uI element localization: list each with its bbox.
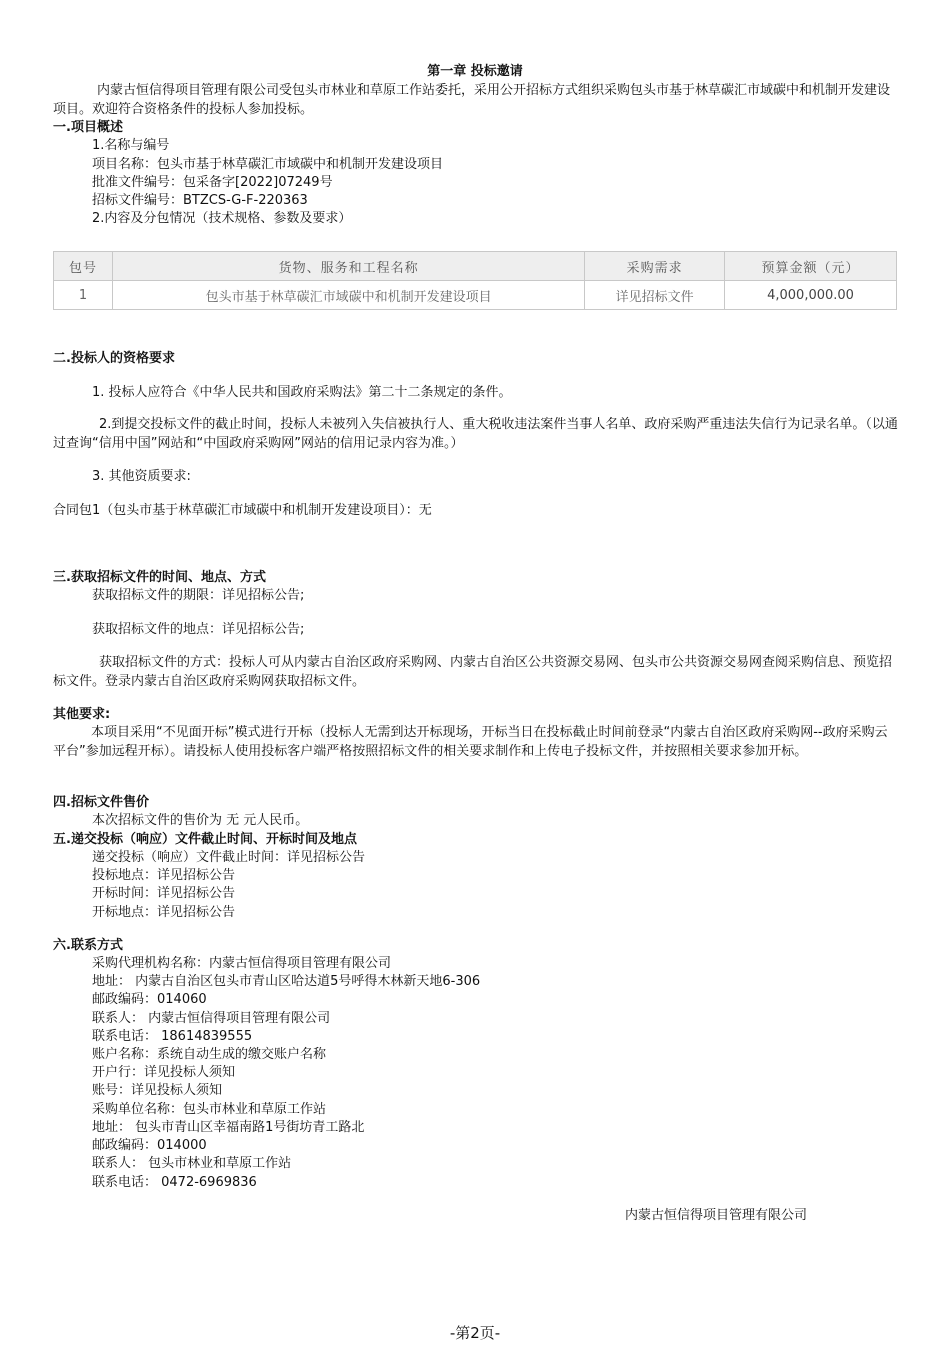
submission-deadline: 递交投标（响应）文件截止时间：详见招标公告 xyxy=(92,850,366,865)
opening-place: 开标地点：详见招标公告 xyxy=(92,905,236,920)
contact-line: 联系人： 包头市林业和草原工作站 xyxy=(92,1156,292,1171)
contact-line: 采购代理机构名称：内蒙古恒信得项目管理有限公司 xyxy=(92,956,392,971)
contact-line: 账号：详见投标人须知 xyxy=(92,1083,223,1098)
table-header-cell: 预算金额（元） xyxy=(725,252,897,281)
contract-package: 合同包1（包头市基于林草碳汇市域碳中和机制开发建设项目）：无 xyxy=(53,503,432,518)
contact-line: 开户行：详见投标人须知 xyxy=(92,1065,236,1080)
section3-heading: 三.获取招标文件的时间、地点、方式 xyxy=(53,570,266,585)
page-number: -第2页- xyxy=(449,1324,501,1342)
contact-line: 地址： 内蒙古自治区包头市青山区哈达道5号呼得木林新天地6-306 xyxy=(92,974,481,989)
bid-place: 投标地点：详见招标公告 xyxy=(92,868,236,883)
other-requirements-text: 本项目采用“不见面开标”模式进行开标（投标人无需到达开标现场，开标当日在投标截止时间前登录“内蒙古自治区政府采购网--政府采购云平台”参加远程开标）。请投标人使用投标客户端严格按照招标文件的相关要求制作和上传电子投标文件，并按照相关要求参加开标。 xyxy=(53,725,888,759)
table-header-cell: 包号 xyxy=(54,252,113,281)
project-name: 项目名称：包头市基于林草碳汇市域碳中和机制开发建设项目 xyxy=(92,157,444,172)
contact-line: 账户名称：系统自动生成的缴交账户名称 xyxy=(92,1047,327,1062)
chapter-title: 第一章 投标邀请 xyxy=(427,64,523,79)
contact-line: 邮政编码：014000 xyxy=(92,1138,207,1153)
intro-paragraph: 内蒙古恒信得项目管理有限公司受包头市林业和草原工作站委托，采用公开招标方式组织采购包头市基于林草碳汇市域碳中和机制开发建设项目。欢迎符合资格条件的投标人参加投标。 xyxy=(53,83,891,117)
contact-line: 邮政编码：014060 xyxy=(92,992,207,1007)
table-cell-package-no: 1 xyxy=(54,281,113,310)
qualification-item-2: 2.到提交投标文件的截止时间，投标人未被列入失信被执行人、重大税收违法案件当事人名单、政府采购严重违法失信行为记录名单。（以通过查询“信用中国”网站和“中国政府采购网”网站的信用记录内容为准。） xyxy=(53,417,898,451)
table-cell-requirement: 详见招标文件 xyxy=(585,281,725,310)
section1-sub1: 1.名称与编号 xyxy=(92,138,170,153)
table-cell-budget: 4,000,000.00 xyxy=(725,281,897,310)
bid-document-number: 招标文件编号：BTZCS-G-F-220363 xyxy=(92,193,308,208)
contact-line: 采购单位名称：包头市林业和草原工作站 xyxy=(92,1102,327,1117)
table-header-row xyxy=(54,252,897,281)
package-table xyxy=(53,251,897,310)
document-price: 本次招标文件的售价为 无 元人民币。 xyxy=(92,813,309,828)
table-header-cell: 货物、服务和工程名称 xyxy=(112,252,584,281)
table-header-cell: 采购需求 xyxy=(585,252,725,281)
contact-line: 联系电话： 18614839555 xyxy=(92,1029,253,1044)
contact-line: 联系电话： 0472-6969836 xyxy=(92,1175,257,1190)
table-row xyxy=(54,281,897,310)
section1-heading: 一.项目概述 xyxy=(53,120,123,135)
approval-number: 批准文件编号：包采备字[2022]07249号 xyxy=(92,175,333,190)
section1-sub2: 2.内容及分包情况（技术规格、参数及要求） xyxy=(92,211,352,226)
signature: 内蒙古恒信得项目管理有限公司 xyxy=(625,1208,808,1223)
obtain-period: 获取招标文件的期限：详见招标公告; xyxy=(92,588,305,603)
contact-line: 地址： 包头市青山区幸福南路1号街坊青工路北 xyxy=(92,1120,365,1135)
table-cell-name: 包头市基于林草碳汇市域碳中和机制开发建设项目 xyxy=(112,281,584,310)
section5-heading: 五.递交投标（响应）文件截止时间、开标时间及地点 xyxy=(53,832,357,847)
obtain-method: 获取招标文件的方式：投标人可从内蒙古自治区政府采购网、内蒙古自治区公共资源交易网、包头市公共资源交易网查阅采购信息、预览招标文件。登录内蒙古自治区政府采购网获取招标文件。 xyxy=(53,655,893,689)
obtain-place: 获取招标文件的地点：详见招标公告; xyxy=(92,622,305,637)
other-requirements-heading: 其他要求: xyxy=(53,707,111,722)
contact-line: 联系人： 内蒙古恒信得项目管理有限公司 xyxy=(92,1011,331,1026)
qualification-item-3: 3. 其他资质要求: xyxy=(92,469,191,484)
section6-heading: 六.联系方式 xyxy=(53,938,123,953)
opening-time: 开标时间：详见招标公告 xyxy=(92,886,236,901)
section4-heading: 四.招标文件售价 xyxy=(53,795,149,810)
qualification-item-1: 1. 投标人应符合《中华人民共和国政府采购法》第二十二条规定的条件。 xyxy=(92,385,512,400)
section2-heading: 二.投标人的资格要求 xyxy=(53,351,175,366)
